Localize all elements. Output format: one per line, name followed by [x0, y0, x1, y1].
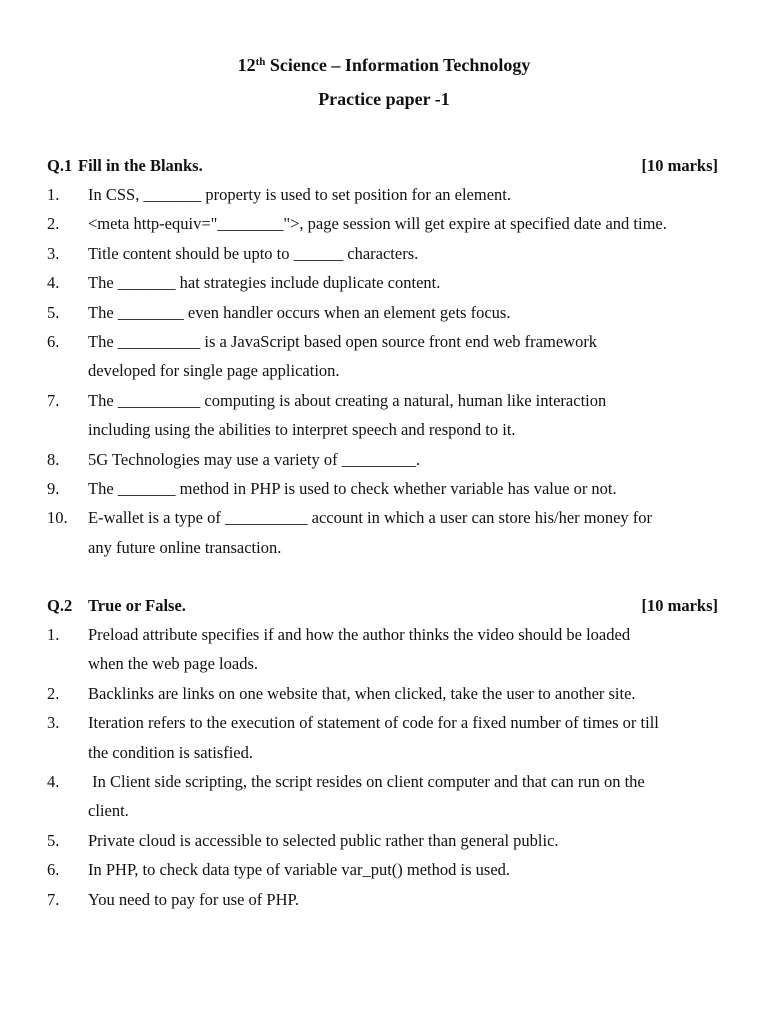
question-text-line: <meta http-equiv="________">, page session will get expire at specified date and time.	[88, 214, 667, 234]
question-text	[88, 386, 733, 445]
question-text-line: Iteration refers to the execution of statement of code for a fixed number of times or till	[88, 713, 659, 733]
question-number: 5.	[47, 302, 60, 322]
question-text-line: Preload attribute specifies if and how the author thinks the video should be loaded	[88, 625, 631, 644]
question-number: 1.	[47, 185, 60, 204]
question-text-line: The ________ even handler occurs when an element gets focus.	[88, 302, 511, 322]
q2-heading	[47, 596, 718, 618]
q1-number: Q.1	[47, 156, 73, 175]
question-text	[88, 474, 733, 503]
question-text	[88, 767, 733, 826]
question-text	[88, 620, 733, 679]
question-number: 7.	[47, 889, 60, 909]
question-text	[88, 209, 733, 238]
question-text	[88, 855, 733, 884]
question-text	[88, 708, 733, 767]
question-text-line: E-wallet is a type of __________ account in which a user can store his/her money for	[88, 508, 653, 528]
question-text	[88, 445, 733, 474]
question-text-line: In PHP, to check data type of variable var_put() method is used.	[88, 860, 511, 880]
question-number: 5.	[47, 830, 60, 850]
q1-heading	[47, 156, 718, 178]
question-text-line: In CSS, _______ property is used to set position for an element.	[88, 185, 511, 204]
question-number: 9.	[47, 479, 60, 498]
question-text-line: the condition is satisfied.	[88, 742, 253, 762]
question-number: 6.	[47, 332, 60, 351]
question-number: 3.	[47, 713, 60, 733]
question-text	[88, 679, 733, 708]
question-text-line: Private cloud is accessible to selected public rather than general public.	[88, 830, 559, 850]
question-text-line: Backlinks are links on one website that, when clicked, take the user to another site.	[88, 683, 636, 703]
title-prefix: 12	[237, 55, 256, 75]
q2-marks: [10 marks]	[641, 596, 718, 615]
question-text-line: The __________ is a JavaScript based open source front end web framework	[88, 332, 598, 351]
q2-number: Q.2	[47, 596, 73, 615]
question-text	[88, 239, 733, 268]
question-text-line: The __________ computing is about creating a natural, human like interaction	[88, 390, 607, 410]
question-text-line: including using the abilities to interpret speech and respond to it.	[88, 420, 516, 440]
question-text-line: any future online transaction.	[88, 537, 282, 557]
q2-title: True or False.	[88, 596, 186, 615]
question-text-line: when the web page loads.	[88, 654, 258, 674]
question-number: 4.	[47, 772, 60, 791]
question-number: 2.	[47, 214, 60, 234]
question-text	[88, 826, 733, 855]
page-subtitle: Practice paper -1	[318, 89, 450, 109]
question-text	[88, 503, 733, 562]
question-text-line: Title content should be upto to ______ characters.	[88, 243, 419, 263]
question-text-line: 5G Technologies may use a variety of _________.	[88, 449, 421, 469]
question-text-line: In Client side scripting, the script resides on client computer and that can run on the	[88, 772, 645, 791]
question-number: 6.	[47, 860, 60, 880]
question-text-line: developed for single page application.	[88, 361, 340, 381]
question-number: 8.	[47, 449, 60, 469]
question-number: 2.	[47, 683, 60, 703]
question-number: 1.	[47, 625, 60, 644]
title-superscript: th	[255, 56, 266, 68]
question-text	[88, 298, 733, 327]
question-text-line: The _______ method in PHP is used to check whether variable has value or not.	[88, 479, 617, 498]
question-number: 3.	[47, 243, 60, 263]
question-text	[88, 268, 733, 297]
q1-marks: [10 marks]	[641, 156, 718, 175]
question-number: 7.	[47, 390, 60, 410]
question-text	[88, 327, 733, 386]
question-text	[88, 885, 733, 914]
question-text-line: You need to pay for use of PHP.	[88, 889, 299, 909]
question-text	[88, 180, 733, 209]
page-title	[0, 55, 768, 76]
q1-title: Fill in the Blanks.	[78, 156, 203, 175]
question-number: 10.	[47, 508, 68, 528]
question-text-line: client.	[88, 801, 129, 821]
title-rest: Science – Information Technology	[265, 55, 531, 75]
question-number: 4.	[47, 273, 60, 293]
question-text-line: The _______ hat strategies include duplicate content.	[88, 273, 441, 293]
